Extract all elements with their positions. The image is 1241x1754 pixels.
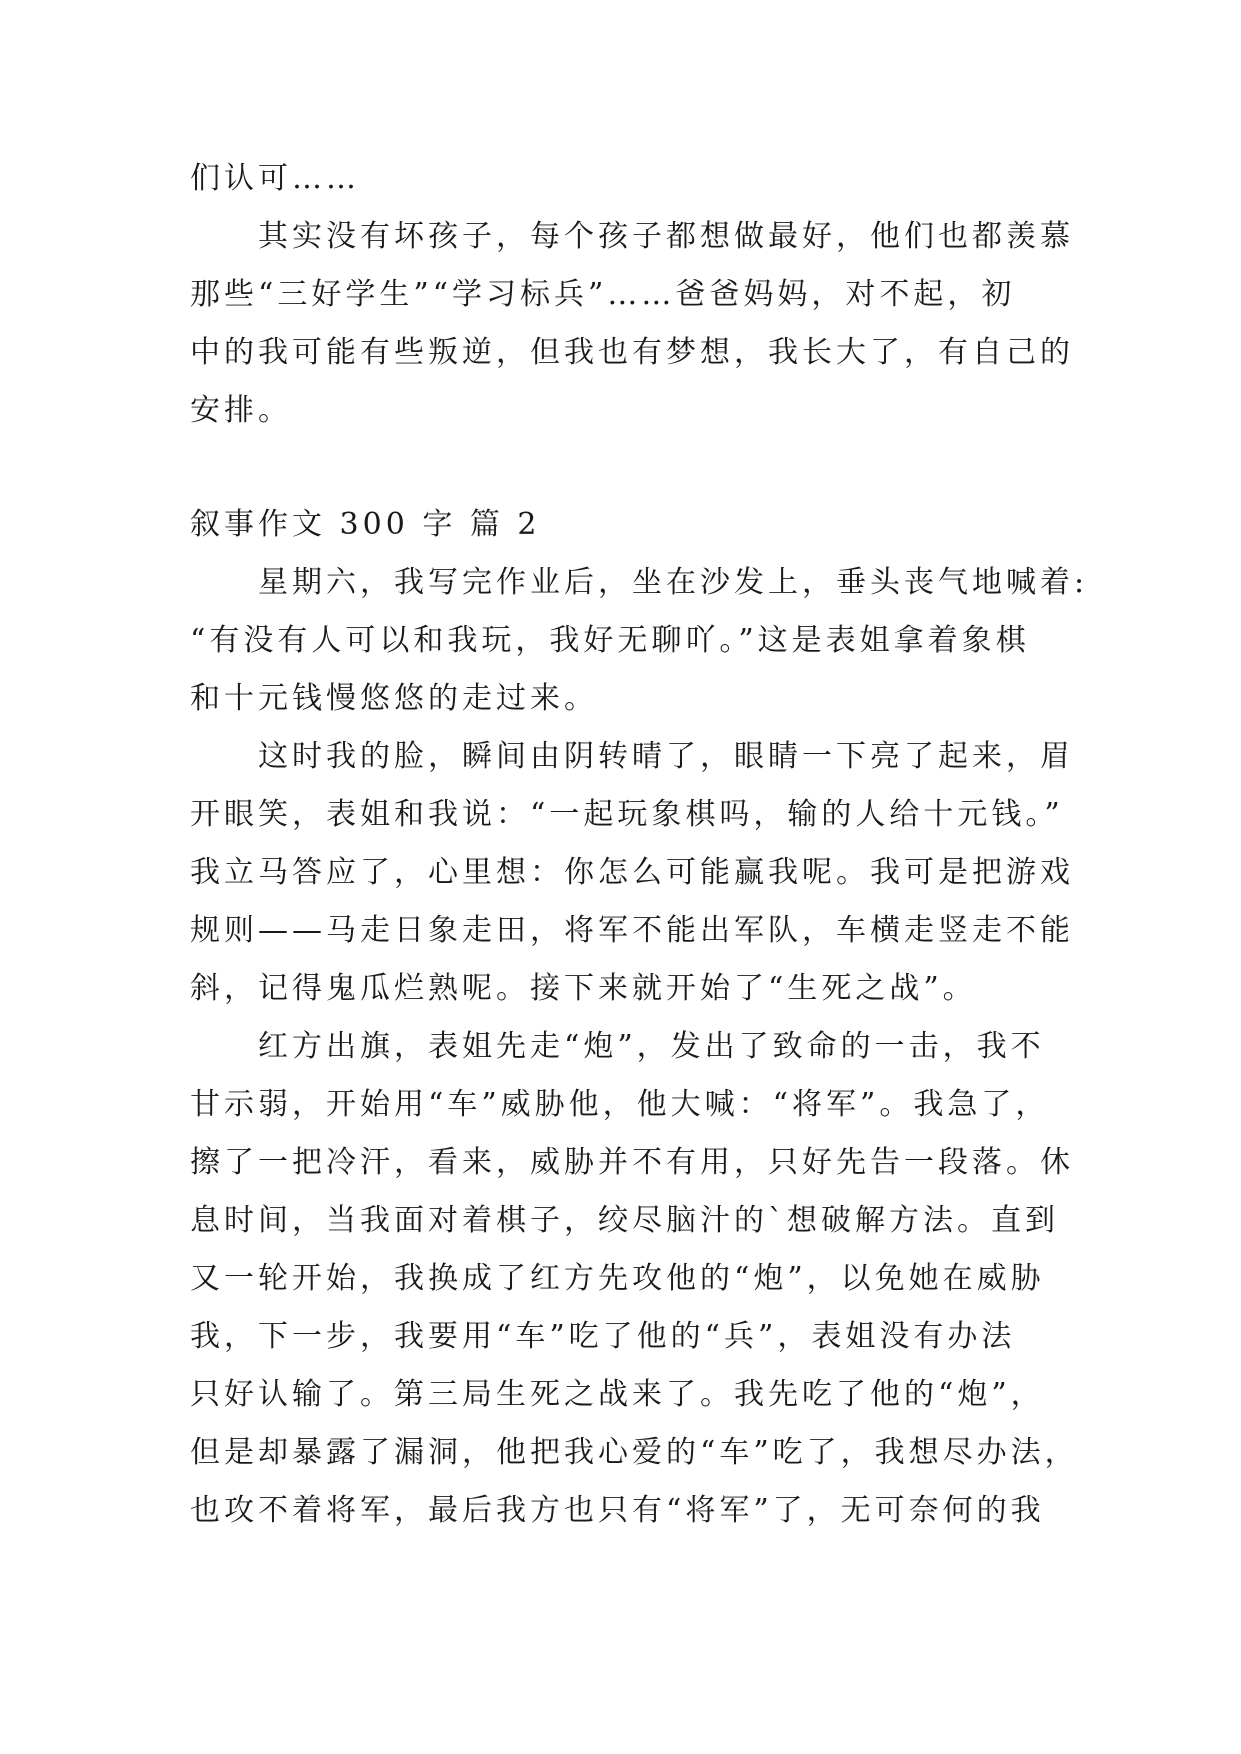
text-line: 甘示弱，开始用“车”威胁他，他大喊：“将军”。我急了， (190, 1087, 1050, 1122)
text-line: 开眼笑，表姐和我说：“一起玩象棋吗，输的人给十元钱。” (190, 797, 1064, 832)
text-line: 星期六，我写完作业后，坐在沙发上，垂头丧气地喊着: (258, 565, 1089, 600)
text-line: 息时间，当我面对着棋子，绞尽脑汁的`想破解方法。直到 (190, 1203, 1059, 1238)
text-line: 安排。 (190, 393, 292, 428)
text-line: 又一轮开始，我换成了红方先攻他的“炮”，以免她在威胁 (190, 1261, 1045, 1296)
text-line: 们认可…… (190, 161, 360, 196)
paragraph-1 (190, 554, 1089, 728)
text-line: 只好认输了。第三局生死之战来了。我先吃了他的“炮”， (190, 1377, 1045, 1412)
paragraph-2 (190, 728, 1074, 1018)
section1-paragraph (190, 208, 1074, 440)
text-line: 斜，记得鬼瓜烂熟呢。接下来就开始了“生死之战”。 (190, 971, 977, 1006)
text-line: 擦了一把冷汗，看来，威胁并不有用，只好先告一段落。休 (190, 1145, 1074, 1180)
text-line: 也攻不着将军，最后我方也只有“将军”了，无可奈何的我 (190, 1493, 1045, 1528)
text-line: 那些“三好学生”“学习标兵”……爸爸妈妈，对不起，初 (190, 277, 1016, 312)
section-heading (190, 496, 1050, 554)
text-line: 规则——马走日象走田，将军不能出军队，车横走竖走不能 (190, 913, 1074, 948)
text-line: “有没有人可以和我玩，我好无聊吖。”这是表姐拿着象棋 (190, 623, 1030, 658)
text-line: 这时我的脸，瞬间由阴转晴了，眼睛一下亮了起来，眉 (258, 739, 1074, 774)
text-line: 其实没有坏孩子，每个孩子都想做最好，他们也都羡慕 (258, 219, 1074, 254)
section1-continuation (190, 150, 1050, 208)
text-line: 和十元钱慢悠悠的走过来。 (190, 681, 598, 716)
text-line: 但是却暴露了漏洞，他把我心爱的“车”吃了，我想尽办法， (190, 1435, 1079, 1470)
paragraph-3 (190, 1018, 1079, 1540)
text-line: 我立马答应了，心里想：你怎么可能赢我呢。我可是把游戏 (190, 855, 1074, 890)
text-line: 中的我可能有些叛逆，但我也有梦想，我长大了，有自己的 (190, 335, 1074, 370)
heading-text: 叙事作文 300 字 篇 2 (190, 507, 541, 542)
text-line: 我，下一步，我要用“车”吃了他的“兵”，表姐没有办法 (190, 1319, 1016, 1354)
text-line: 红方出旗，表姐先走“炮”，发出了致命的一击，我不 (258, 1029, 1045, 1064)
document-body (190, 150, 1089, 1540)
